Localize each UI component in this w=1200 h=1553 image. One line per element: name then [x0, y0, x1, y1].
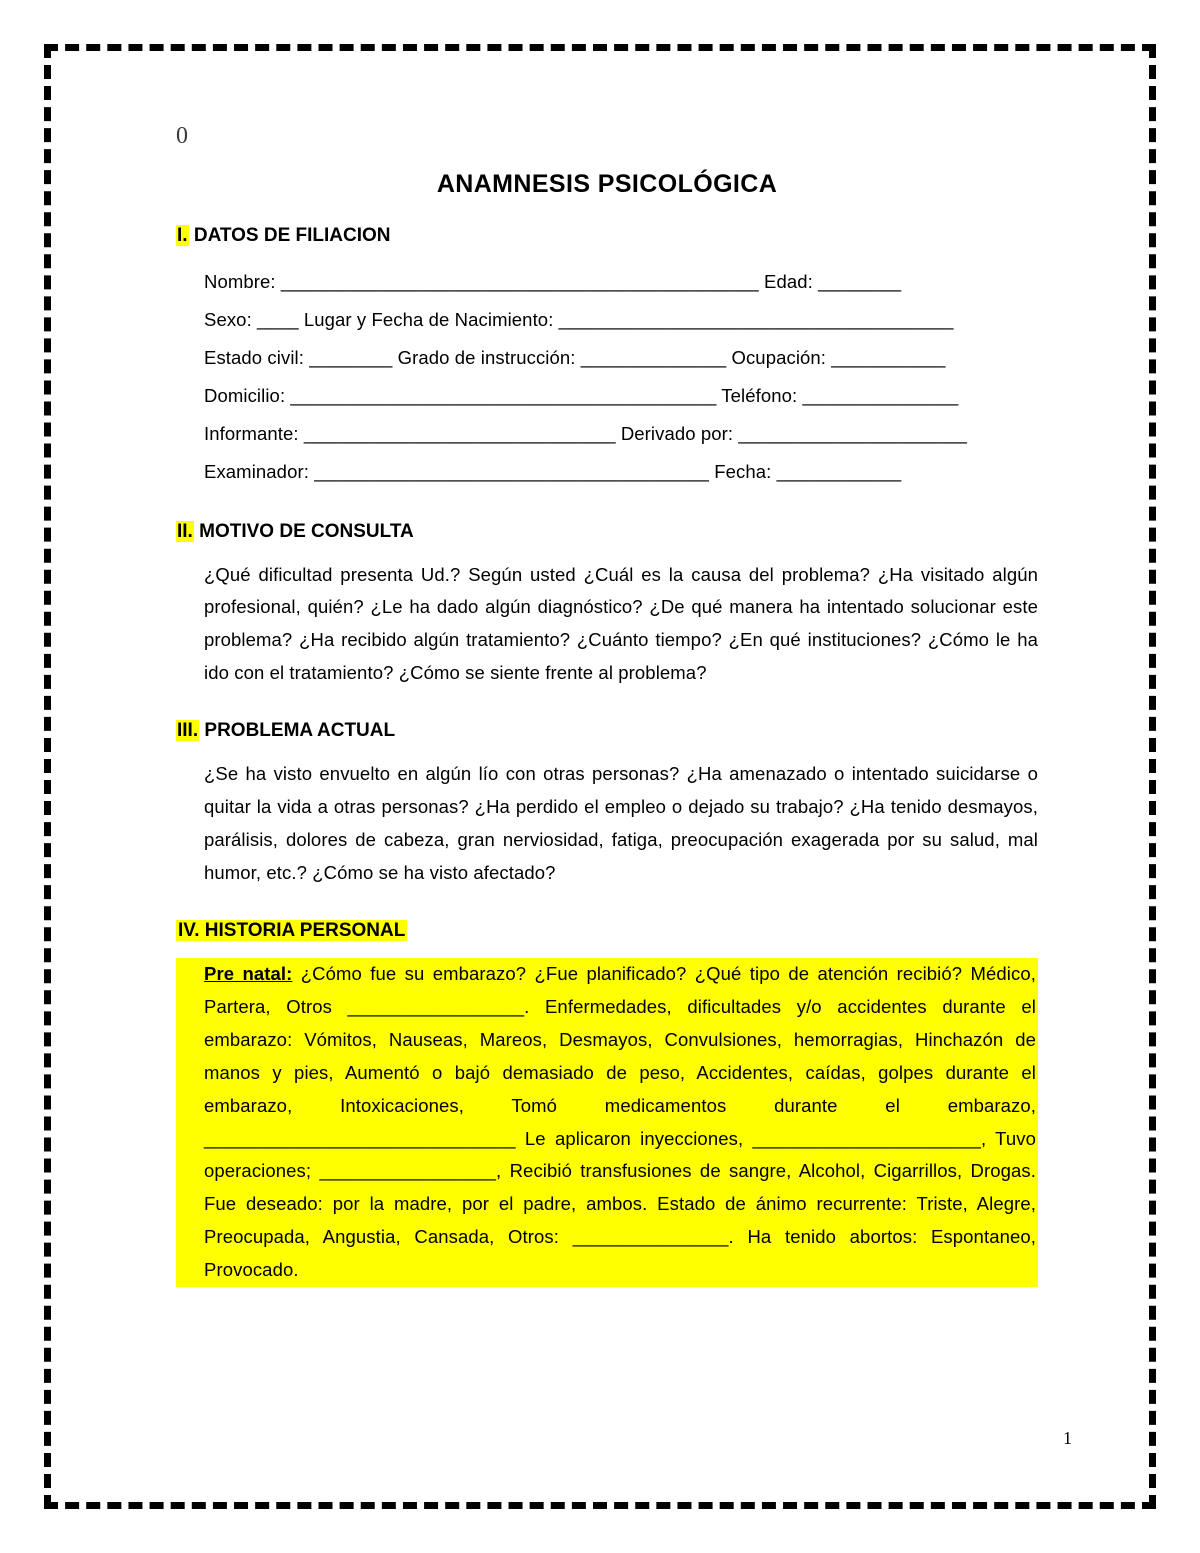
- field-domicilio-telefono[interactable]: Domicilio: _________________________________________ Teléfono: _______________: [204, 384, 959, 406]
- section-heading-iii: [176, 720, 1038, 742]
- field-estado-civil-instruccion-ocupacion[interactable]: Estado civil: ________ Grado de instrucción: ______________ Ocupación: ___________: [204, 346, 946, 368]
- field-examinador-fecha[interactable]: Examinador: ______________________________________ Fecha: ____________: [204, 460, 902, 482]
- motivo-de-consulta-text: ¿Qué dificultad presenta Ud.? Según usted ¿Cuál es la causa del problema? ¿Ha visitado algún profesional, quién? ¿Le ha dado algún diagnóstico? ¿De qué manera ha intentado solucionar este problema? ¿Ha recibido algún tratamiento? ¿Cuánto tiempo? ¿En qué instituciones? ¿Cómo le ha ido con el tratamiento? ¿Cómo se siente frente al problema?: [204, 563, 1038, 684]
- problema-actual-text: ¿Se ha visto envuelto en algún lío con otras personas? ¿Ha amenazado o intentado suicidarse o quitar la vida a otras personas? ¿Ha perdido el empleo o dejado su trabajo? ¿Ha tenido desmayos, parálisis, dolores de cabeza, gran nerviosidad, fatiga, preocupación exagerada por su salud, mal humor, etc.? ¿Cómo se ha visto afectado?: [204, 763, 1038, 883]
- historia-personal-prenatal-text: [176, 958, 1038, 1287]
- document-content: [176, 124, 1038, 1317]
- section-heading-ii: [176, 521, 1038, 543]
- filiacion-field-list: [176, 263, 1038, 491]
- section-numeral-and-title-iv: [176, 920, 407, 941]
- section-title-i: DATOS DE FILIACION: [193, 225, 391, 246]
- section-numeral-i: I.: [177, 225, 188, 246]
- section-numeral-iii: III.: [177, 720, 199, 742]
- section-heading-iv: [176, 920, 1038, 942]
- section-heading-i: [176, 225, 1038, 247]
- prenatal-body: ¿Cómo fue su embarazo? ¿Fue planificado? ¿Qué tipo de atención recibió? Médico, Partera, Otros _________________. Enfermedades, dificultades y/o accidentes durante el embarazo: Vómitos, Nauseas, Mareos, Desmayos, Convulsiones, hemorragias, Hinchazón de manos y pies, Aumentó o bajó demasiado de peso, Accidentes, caídas, golpes durante el embarazo, Intoxicaciones, Tomó medicamentos durante el embarazo, ______________________________ Le aplicaron inyecciones, ______________________, Tuvo operaciones; _________________, Recibió transfusiones de sangre, Alcohol, Cigarrillos, Drogas. Fue deseado: por la madre, por el padre, ambos. Estado de ánimo recurrente: Triste, Alegre, Preocupada, Angustia, Cansada, Otros: _______________. Ha tenido abortos: Espontaneo, Provocado.: [204, 962, 1036, 1281]
- page-number: 1: [1063, 1428, 1072, 1448]
- field-informante-derivado-por[interactable]: Informante: ______________________________ Derivado por: ______________________: [204, 422, 967, 444]
- document-title: ANAMNESIS PSICOLÓGICA: [436, 170, 778, 198]
- prenatal-label: Pre natal:: [204, 962, 293, 984]
- section-historia-personal: [176, 920, 1038, 1287]
- section-problema-actual: [176, 720, 1038, 890]
- section-motivo-de-consulta: [176, 521, 1038, 691]
- section-title-ii: MOTIVO DE CONSULTA: [199, 520, 414, 542]
- section-numeral-iv: IV.: [178, 919, 200, 941]
- section-numeral-ii: II.: [177, 520, 193, 542]
- page-marker: 0: [176, 123, 188, 149]
- section-datos-de-filiacion: [176, 225, 1038, 491]
- field-nombre-edad[interactable]: Nombre: ______________________________________________ Edad: ________: [204, 271, 902, 292]
- section-title-iii: PROBLEMA ACTUAL: [204, 720, 396, 742]
- section-title-iv: HISTORIA PERSONAL: [204, 919, 406, 941]
- field-sexo-lugar-fecha-nacimiento[interactable]: Sexo: ____ Lugar y Fecha de Nacimiento: ______________________________________: [204, 308, 954, 330]
